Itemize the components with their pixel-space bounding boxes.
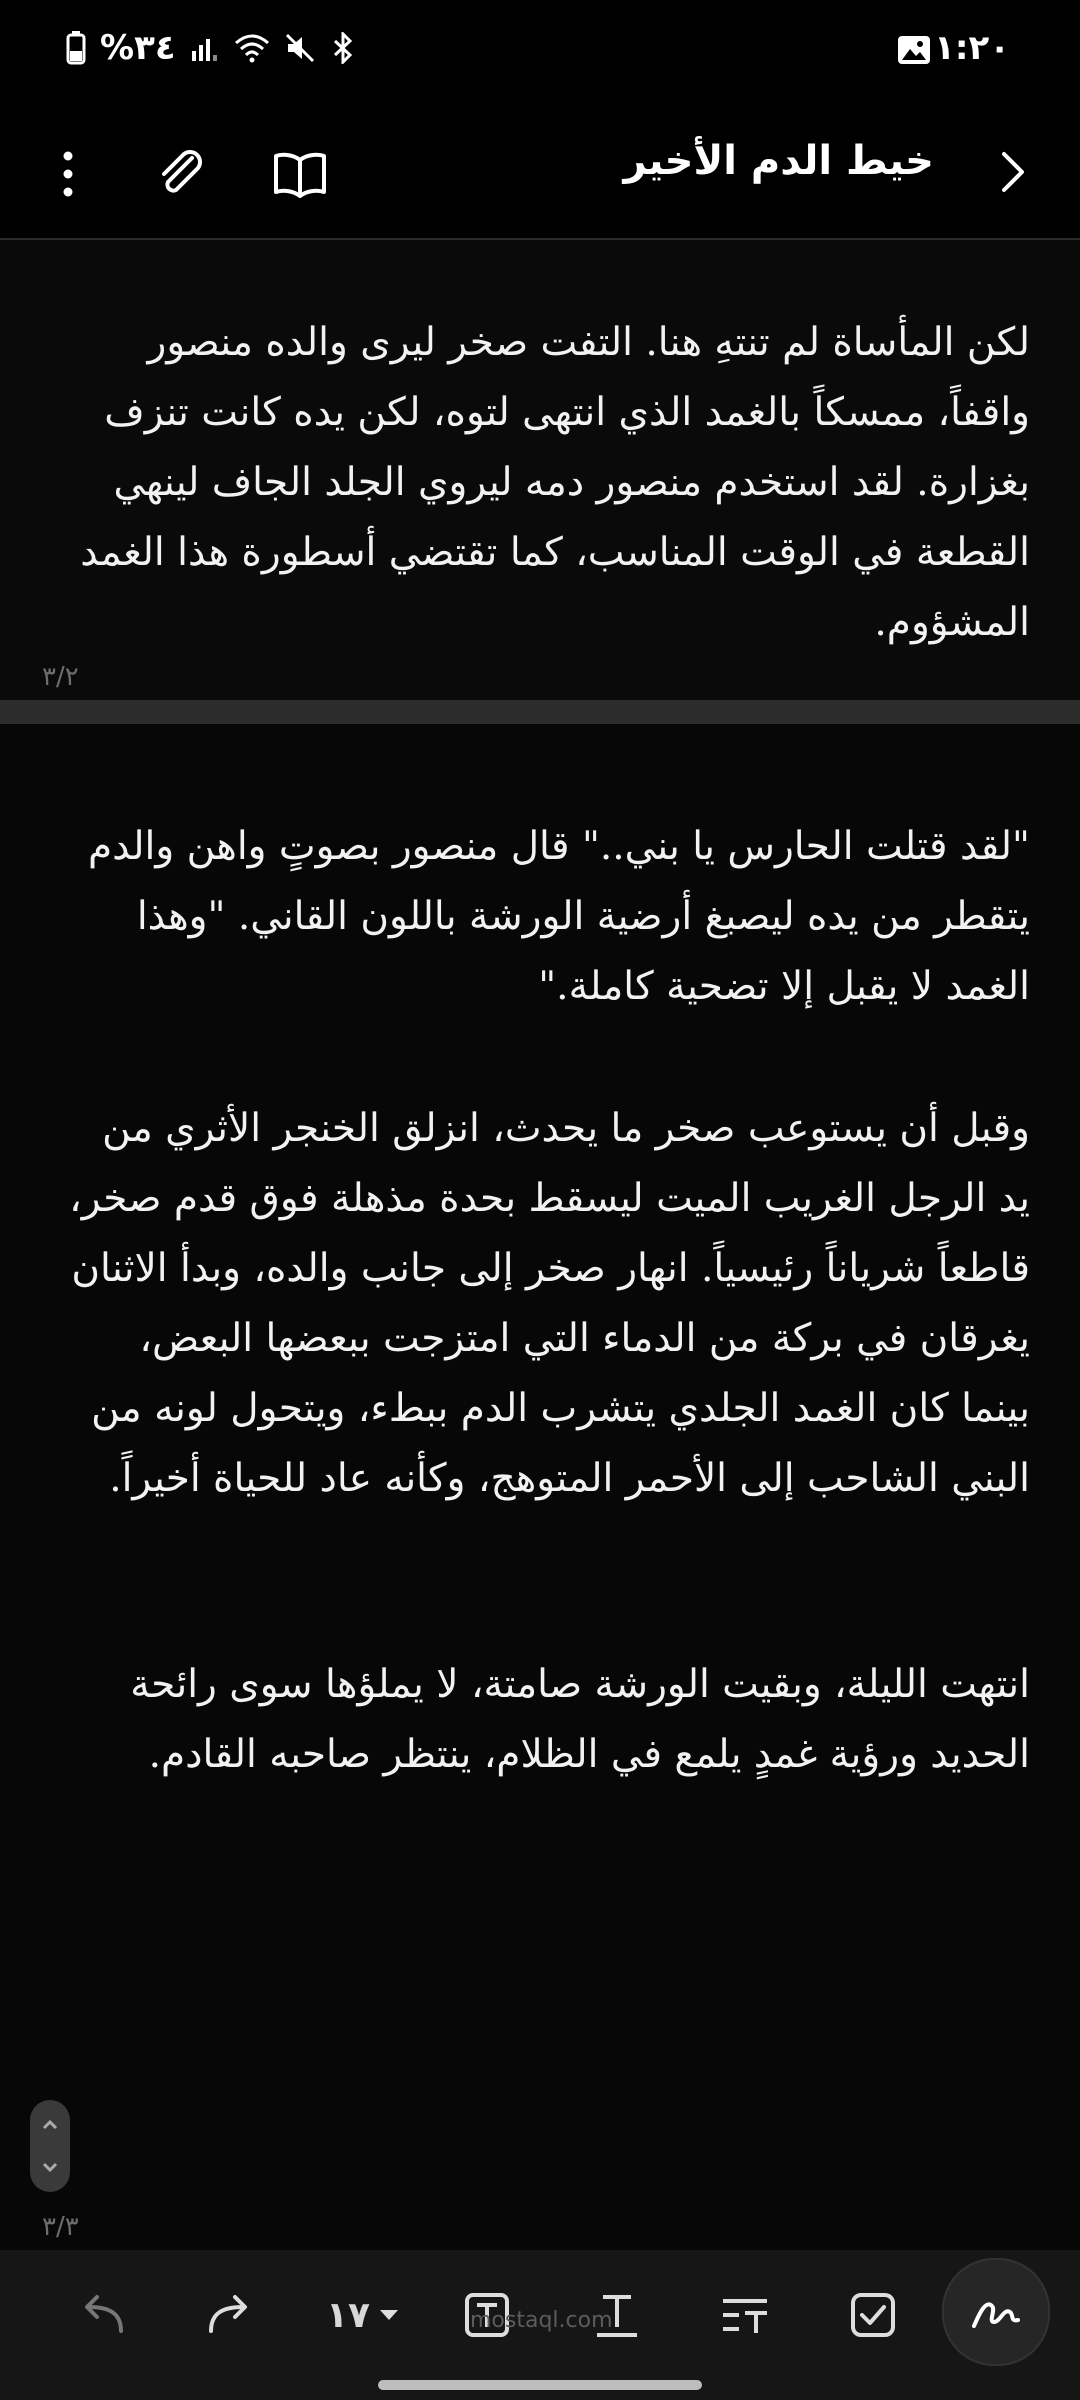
chevron-right-icon[interactable]	[984, 144, 1040, 200]
checkbox-icon	[845, 2287, 901, 2343]
gallery-icon	[896, 34, 932, 66]
undo-button[interactable]	[66, 2280, 136, 2350]
signal-icon	[190, 33, 220, 63]
paragraph: وقبل أن يستوعب صخر ما يحدث، انزلق الخنجر الأثري من يد الرجل الغريب الميت ليسقط بحدة مذهلة فوق قدم صخر، قاطعاً شرياناً رئيسياً. انهار صخر إلى جانب والده، وبدأ الاثنان يغرقان في بركة من الدماء التي امتزجت ببعضها البعض، بينما كان الغمد الجلدي يتشرب الدم ببطء، ويتحول لونه من البني الشاحب إلى الأحمر المتوهج، وكأنه عاد للحياة أخيراً.	[69, 1106, 1030, 1501]
note-page-2[interactable]	[0, 240, 1080, 700]
page-separator	[0, 700, 1080, 724]
undo-icon	[73, 2287, 129, 2343]
watermark: mostaql.com	[470, 2308, 613, 2333]
editing-toolbar	[0, 2250, 1080, 2400]
mute-icon	[284, 32, 316, 64]
checklist-button[interactable]	[838, 2280, 908, 2350]
status-bar	[0, 0, 1080, 108]
scroll-arrows-icon	[40, 2108, 60, 2184]
title-bar	[0, 108, 1080, 240]
page-number: ٣/٢	[42, 662, 79, 692]
home-indicator[interactable]	[378, 2380, 702, 2390]
status-left	[66, 28, 356, 68]
page-number: ٣/٣	[42, 2212, 79, 2242]
paragraph: لكن المأساة لم تنتهِ هنا. التفت صخر ليرى والده منصور واقفاً، ممسكاً بالغمد الذي انتهى لتوه، لكن يده كانت تنزف بغزارة. لقد استخدم منصور دمه ليروي الجلد الجاف لينهي القطعة في الوقت المناسب، كما تقتضي أسطورة هذا الغمد المشؤوم.	[80, 320, 1030, 645]
text-format-button[interactable]	[710, 2280, 780, 2350]
document-title: خيط الدم الأخير	[623, 138, 934, 184]
pen-icon	[966, 2282, 1026, 2342]
clock: ١:٢٠	[934, 28, 1010, 68]
battery-icon	[66, 31, 86, 65]
battery-percent: %٣٤	[100, 28, 176, 68]
attachment-icon[interactable]	[152, 144, 212, 204]
more-options-icon[interactable]	[56, 144, 80, 204]
font-size-value: ١٧	[326, 2294, 370, 2336]
pen-mode-button[interactable]	[942, 2258, 1050, 2366]
font-size-dropdown[interactable]	[318, 2280, 408, 2350]
bluetooth-icon	[330, 32, 356, 64]
chevron-down-icon	[378, 2308, 400, 2322]
paragraph: "لقد قتلت الحارس يا بني.." قال منصور بصوتٍ واهن والدم يتقطر من يده ليصبغ أرضية الورشة باللون القاني. "وهذا الغمد لا يقبل إلا تضحية كاملة."	[88, 824, 1030, 1009]
text-format-icon	[717, 2287, 773, 2343]
book-icon[interactable]	[270, 144, 330, 204]
paragraph: انتهت الليلة، وبقيت الورشة صامتة، لا يملؤها سوى رائحة الحديد ورؤية غمدٍ يلمع في الظلام، ينتظر صاحبه القادم.	[130, 1662, 1030, 1777]
redo-icon	[203, 2287, 259, 2343]
redo-button[interactable]	[196, 2280, 266, 2350]
note-page-3[interactable]	[0, 724, 1080, 2250]
scroll-handle[interactable]	[30, 2100, 70, 2192]
wifi-icon	[234, 33, 270, 63]
